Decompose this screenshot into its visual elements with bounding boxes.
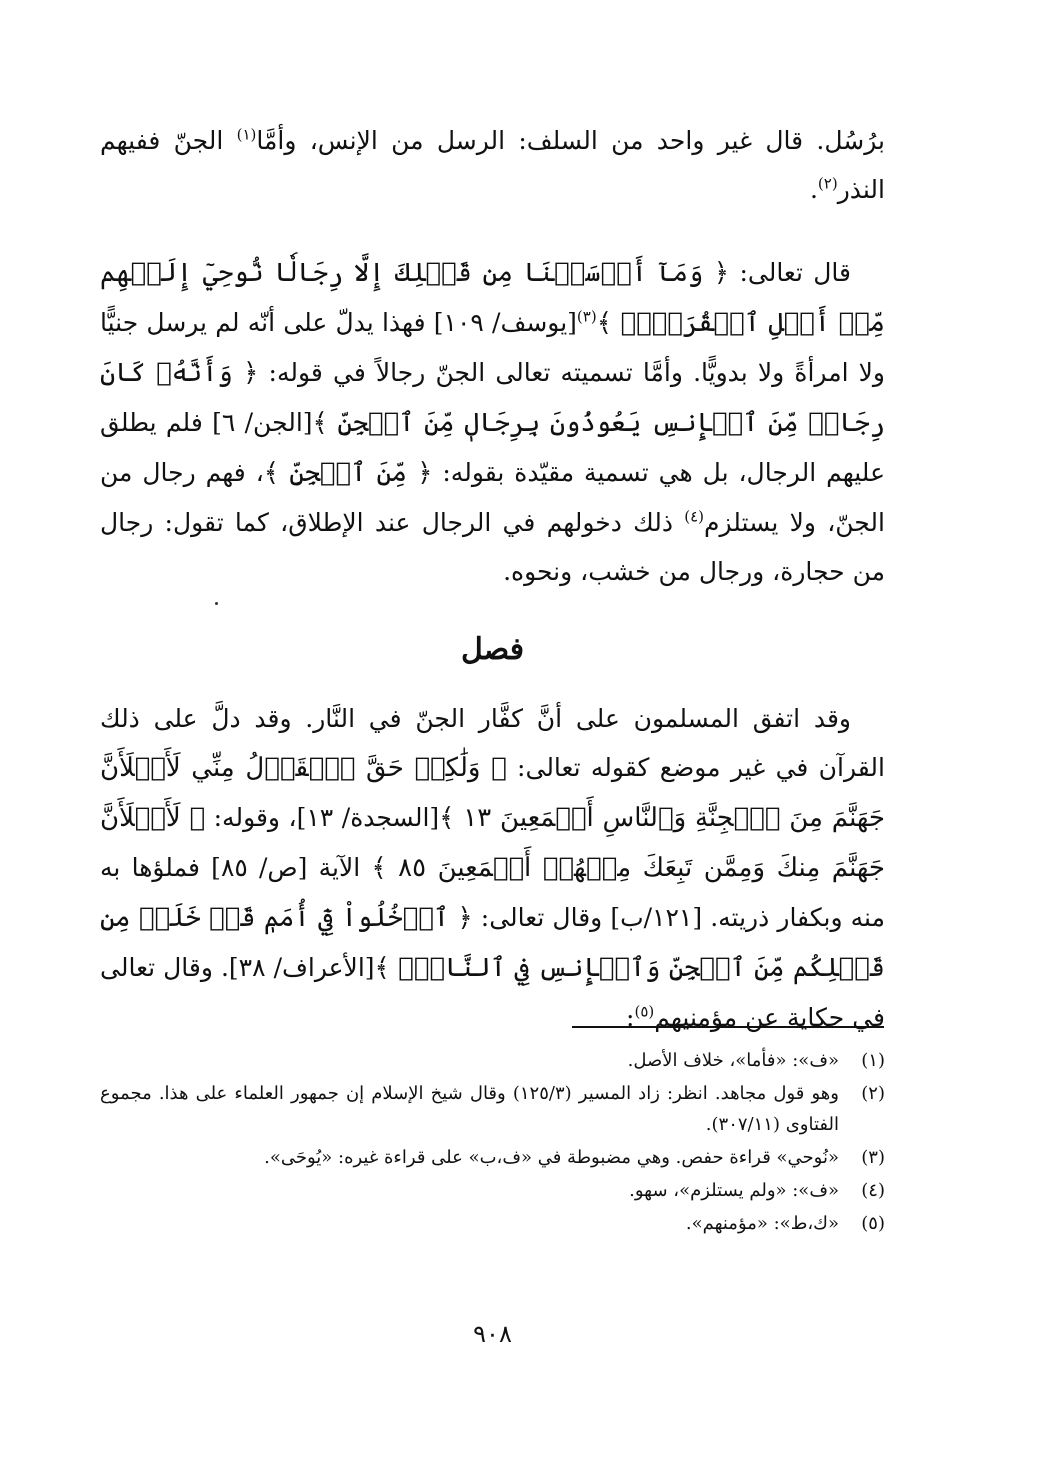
paragraph-1-text-b: الجنّ ففيهم النذر bbox=[100, 126, 885, 204]
footnote-ref-1[interactable]: (١) bbox=[236, 125, 257, 144]
footnote-4 bbox=[100, 1175, 885, 1206]
paragraph-3-text-c: الآية [ص/ ٨٥] فملؤها به منه وبكفار ذريته. [١٢١/ب] وقال تعالى: bbox=[100, 853, 885, 932]
footnote-3 bbox=[100, 1142, 885, 1173]
quran-verse-jinn-6: ﴿ وَأَنَّهُۥ كَانَ رِجَالٞ مِّنَ ٱلۡإِنسِ يَعُوذُونَ بِرِجَالٖ مِّنَ ٱلۡجِنِّ ﴾ bbox=[100, 358, 886, 438]
footnote-divider bbox=[572, 1026, 884, 1028]
footnote-number: (٥) bbox=[861, 1213, 885, 1234]
footnote-number: (٣) bbox=[861, 1147, 885, 1168]
section-heading: فصل bbox=[460, 632, 525, 667]
page-number: ٩٠٨ bbox=[473, 1320, 512, 1348]
footnote-ref-2[interactable]: (٢) bbox=[817, 174, 838, 193]
quran-verse-sad-85: ﴿ لَأَمۡلَأَنَّ جَهَنَّمَ مِنكَ وَمِمَّن تَبِعَكَ مِنۡهُمۡ أَجۡمَعِينَ ٨٥ ﴾ bbox=[100, 803, 885, 883]
paragraph-1 bbox=[100, 116, 885, 214]
footnote-text: «ف»: «ولم يستلزم»، سهو. bbox=[629, 1180, 839, 1201]
paragraph-1-text-a: برُسُل. قال غير واحد من السلف: الرسل من الإنس، وأمَّا bbox=[256, 126, 885, 155]
footnote-number: (١) bbox=[861, 1050, 885, 1071]
print-speck bbox=[215, 602, 218, 605]
paragraph-2-text-e: ذلك دخولهم في الرجال عند الإطلاق، كما تقول: رجال من حجارة، ورجال من خشب، ونحوه. bbox=[100, 508, 885, 586]
footnote-2 bbox=[100, 1078, 885, 1140]
paragraph-3 bbox=[100, 694, 885, 1042]
footnote-number: (٤) bbox=[861, 1180, 885, 1201]
footnote-1 bbox=[100, 1045, 885, 1076]
paragraph-3-text-d: [الأعراف/ ٣٨]. وقال تعالى في حكاية عن مؤمنيهم bbox=[100, 953, 885, 1032]
paragraph-2-text-d: ، فهم رجال من الجنّ، ولا يستلزم bbox=[100, 458, 885, 537]
paragraph-3-text-a: وقد اتفق المسلمون على أنَّ كفَّار الجنّ في النَّار. وقد دلَّ على ذلك القرآن في غير موضع كقوله تعالى: bbox=[100, 704, 885, 782]
footnote-text: «ف»: «فأما»، خلاف الأصل. bbox=[627, 1050, 839, 1071]
footnote-number: (٢) bbox=[861, 1083, 885, 1104]
footnote-text: وهو قول مجاهد. انظر: زاد المسير (١٢٥/٣) وقال شيخ الإسلام إن جمهور العلماء على هذا. مجموع الفتاوى (٣٠٧/١١). bbox=[100, 1083, 839, 1135]
footnote-text: «ك،ط»: «مؤمنهم». bbox=[685, 1213, 839, 1234]
quran-verse-yusuf-109: ﴿ وَمَآ أَرۡسَلۡنَا مِن قَبۡلِكَ إِلَّا رِجَالٗا نُّوحِيٓ إِلَيۡهِم مِّنۡ أَهۡلِ ٱلۡقُرَىٰٓۗ ﴾ bbox=[100, 258, 885, 338]
paragraph-2-text-b: [يوسف/ ١٠٩] فهذا يدلّ على أنّه لم يرسل جنيًّا ولا امرأةً ولا بدويًّا. وأمَّا تسميته تعالى الجنّ رجالاً في قوله: bbox=[100, 308, 885, 387]
quran-phrase-min-al-jinn: ﴿ مِّنَ ٱلۡجِنِّ ﴾ bbox=[263, 458, 433, 488]
quran-verse-araf-38: ﴿ ٱدۡخُلُواْ فِيٓ أُمَمٖ قَدۡ خَلَتۡ مِن قَبۡلِكُم مِّنَ ٱلۡجِنِّ وَٱلۡإِنسِ فِي ٱلنَّارِۖ ﴾ bbox=[100, 903, 885, 983]
paragraph-2-text-a: قال تعالى: bbox=[729, 258, 851, 287]
footnotes bbox=[100, 1045, 885, 1241]
paragraph-3-text-e: : bbox=[626, 1003, 635, 1032]
footnote-ref-3[interactable]: (٣) bbox=[576, 307, 597, 326]
footnote-text: «نُوحي» قراءة حفص. وهي مضبوطة في «ف،ب» على قراءة غيره: «يُوحَى». bbox=[264, 1147, 839, 1168]
paragraph-1-text-c: . bbox=[809, 175, 818, 204]
paragraph-2 bbox=[100, 248, 885, 596]
footnote-5 bbox=[100, 1208, 885, 1239]
footnote-ref-5[interactable]: (٥) bbox=[634, 1002, 655, 1021]
footnote-ref-4[interactable]: (٤) bbox=[684, 507, 704, 526]
quran-verse-sajdah-13: ﴿ وَلَٰكِنۡ حَقَّ ٱلۡقَوۡلُ مِنِّي لَأَمۡلَأَنَّ جَهَنَّمَ مِنَ ٱلۡجِنَّةِ وَٱلنَّاسِ أَجۡمَعِينَ ١٣ ﴾ bbox=[100, 753, 885, 833]
paragraph-3-text-b: [السجدة/ ١٣]، وقوله: bbox=[205, 803, 440, 832]
paragraph-2-text-c: [الجن/ ٦] فلم يطلق عليهم الرجال، بل هي تسمية مقيّدة بقوله: bbox=[100, 408, 885, 487]
